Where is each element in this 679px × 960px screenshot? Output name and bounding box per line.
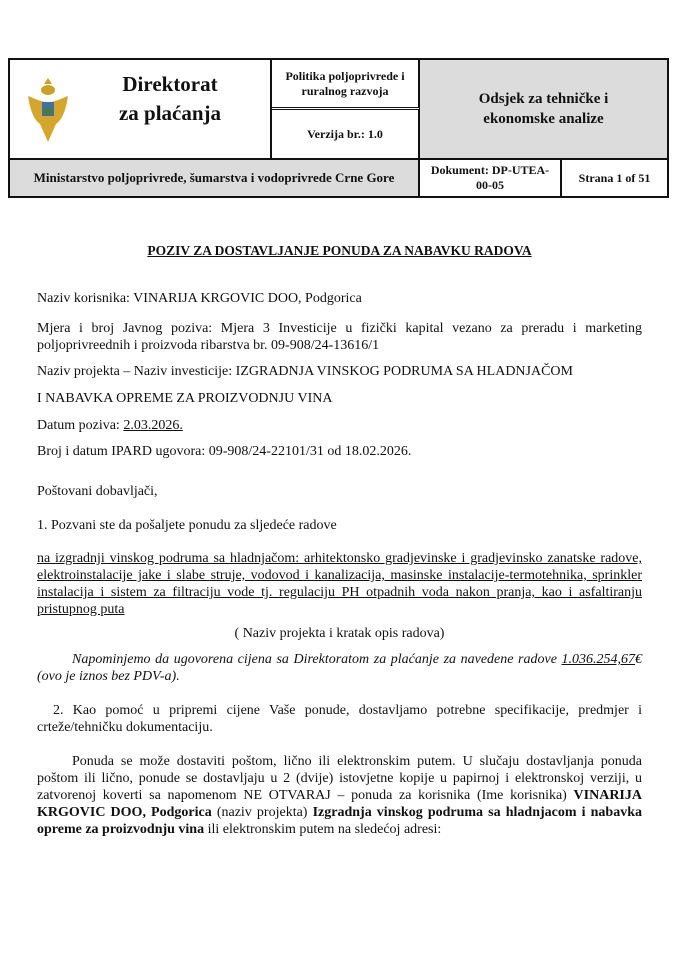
measure-line: Mjera i broj Javnog poziva: Mjera 3 Investicije u fizički kapital vezano za preradu i marketing poljoprivreednih i proizvoda ribarstva br. 09-908/24-13616/1 [37,321,642,353]
works-caption: ( Naziv projekta i kratak opis radova) [234,626,445,641]
date-line [37,417,642,434]
project-line-2: I NABAVKA OPREME ZA PROIZVODNJU VINA [37,391,333,406]
delivery-paragraph [37,753,642,838]
price-value: 1.036.254,67 [561,652,635,667]
department-cell: Odsjek za tehničke i ekonomske analize [420,60,667,160]
delivery-beneficiary: VINARIJA KRGOVIC DOO, Podgorica [37,788,642,820]
beneficiary-line: Naziv korisnika: VINARIJA KRGOVIC DOO, Podgorica [37,291,362,306]
date-label: Datum poziva: [37,418,124,433]
version-cell: Verzija br.: 1.0 [272,110,420,160]
delivery-project: Izgradnja vinskog podruma sa hladnjacom i nabavka opreme za proizvodnju vina [37,805,642,837]
price-note-text: Napominjemo da ugovorena cijena sa Direktoratom za plaćanje za navedene radove [72,652,562,667]
delivery-text-2: (naziv projekta) [211,805,313,820]
document-header-table [8,58,669,198]
delivery-text-3: ili elektronskim putem na sledećoj adresi: [204,822,442,837]
contract-line: Broj i datum IPARD ugovora: 09-908/24-22101/31 od 18.02.2026. [37,444,412,459]
org-cell [10,60,272,160]
delivery-text-1: Ponuda se može dostaviti poštom, lično ili elektronskim putem. U slučaju dostavljanja ponuda poštom ili lično, ponude se dostavljaju u 2 (dvije) istovjetne kopije u papirnoj i elektronskoj verziji, u zatvorenoj koverti sa napomenom NE OTVARAJ – ponuda za korisnika (Ime korisnika) [37,754,642,803]
ministry-cell: Ministarstvo poljoprivrede, šumarstva i vodoprivrede Crne Gore [10,160,420,196]
price-suffix: € (ovo je iznos bez PDV-a). [37,652,642,684]
date-value: 2.03.2026. [123,418,183,433]
price-note [37,651,642,685]
page-number-cell: Strana 1 of 51 [578,170,651,185]
page-title: POZIV ZA DOSTAVLJANJE PONUDA ZA NABAVKU RADOVA [147,243,532,258]
project-line-1: Naziv projekta – Naziv investicije: IZGRADNJA VINSKOG PODRUMA SA HLADNJAČOM [37,364,573,379]
greeting: Poštovani dobavljači, [37,484,158,499]
org-title: Direktorat za plaćanja [118,72,222,125]
coat-of-arms-icon [24,74,72,146]
document-id-cell: Dokument: DP-UTEA-00-05 [420,160,562,196]
works-description: na izgradnji vinskog podruma sa hladnjačom: arhitektonsko gradjevinske i gradjevinsko zanatske radove, elektroinstalacije jake i slabe struje, vodovod i kanalizacija, masinske instalacije-termotehnika, sprinkler instalacija i sistem za filtraciju vode tj. regulaciju PH otpadnih voda nakon pranja, kao i asfaltiranju pristupnog puta [37,551,642,617]
policy-cell: Politika poljoprivrede i ruralnog razvoja [272,60,420,110]
item-2: 2. Kao pomoć u pripremi cijene Vaše ponude, dostavljamo potrebne specifikacije, predmjer i crteže/tehničku dokumentaciju. [37,703,642,735]
item-1: 1. Pozvani ste da pošaljete ponudu za sljedeće radove [37,518,337,533]
